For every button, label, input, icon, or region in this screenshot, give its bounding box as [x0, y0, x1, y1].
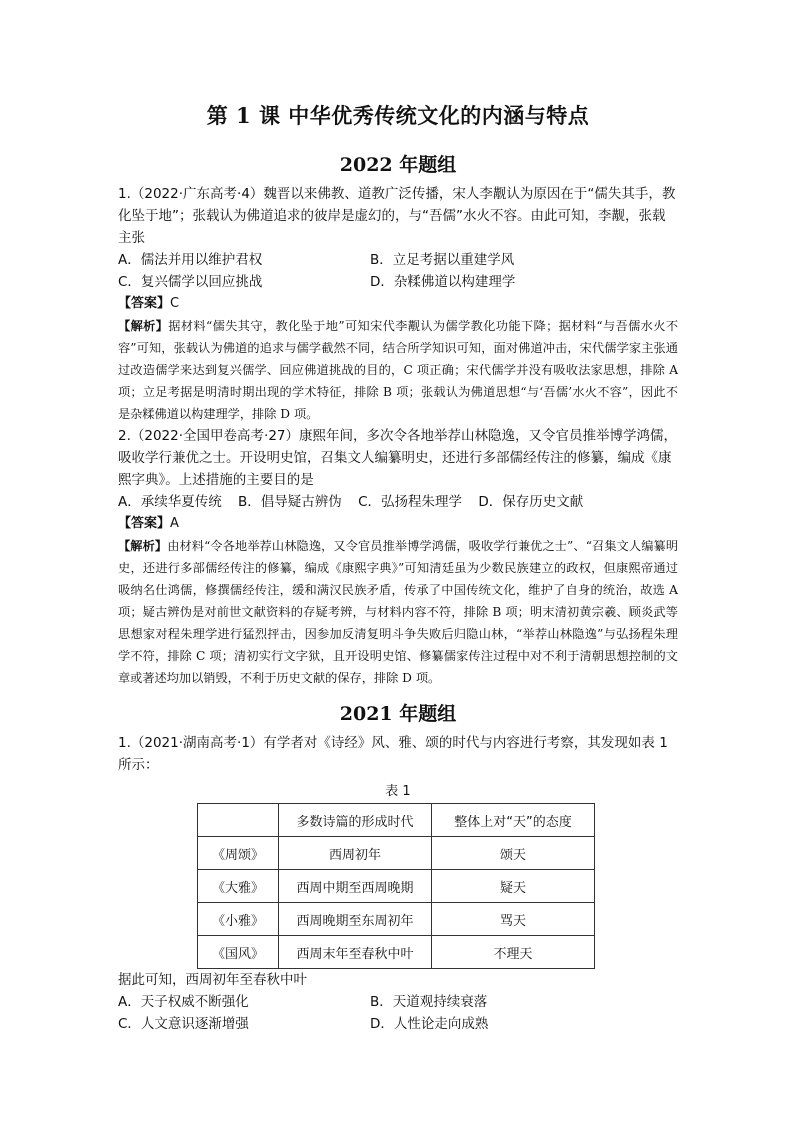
options [118, 491, 678, 513]
question-stem: 1.（2021·湖南高考·1）有学者对《诗经》风、雅、颂的时代与内容进行考察，其发现如表 1 所示： [118, 735, 668, 773]
answer-label: 【答案】 [118, 516, 171, 531]
option-d: D．杂糅佛道以构建理学 [370, 274, 516, 290]
option-c: C．人文意识逐渐增强 [118, 1016, 249, 1032]
answer-label: 【答案】 [118, 296, 171, 311]
analysis [118, 315, 678, 425]
table-cell: 《大雅》 [198, 870, 279, 903]
question-stem: 2.（2022·全国甲卷高考·27）康熙年间，多次令各地举荐山林隐逸，又令官员推举博学鸿儒，吸收学行兼优之士。开设明史馆，召集文人编纂明史，还进行多部儒经传注的修纂，编成《康熙字典》。上述措施的主要目的是 [118, 428, 677, 488]
table-header-row [198, 804, 595, 837]
answer-value: C [170, 296, 180, 311]
analysis-label: 【解析】 [118, 539, 168, 553]
option-b: B．倡导疑古辨伪 [238, 494, 342, 510]
table-header: 多数诗篇的形成时代 [279, 804, 432, 837]
option-a: A．天子权威不断强化 [118, 994, 249, 1010]
table-caption: 表 1 [385, 784, 411, 799]
group-2022-heading: 2022 年题组 [339, 154, 457, 176]
option-b: B．立足考据以重建学风 [370, 252, 515, 268]
answer-value: A [170, 516, 179, 531]
option-d: D．保存历史文献 [478, 494, 584, 510]
table-cell: 颂天 [432, 837, 595, 870]
table-cell: 骂天 [432, 903, 595, 936]
answer-line [118, 513, 678, 535]
question-2022-1 [118, 183, 678, 425]
option-c: C．弘扬程朱理学 [358, 494, 463, 510]
table-header [198, 804, 279, 837]
table-header: 整体上对“天”的态度 [432, 804, 595, 837]
option-a: A．儒法并用以维护君权 [118, 252, 263, 268]
data-table [197, 803, 595, 969]
question-2021-1 [118, 732, 678, 1035]
question-2022-2 [118, 425, 678, 689]
option-d: D．人性论走向成熟 [370, 1016, 489, 1032]
table-cell: 《小雅》 [198, 903, 279, 936]
page-title: 第 1 课 中华优秀传统文化的内涵与特点 [206, 103, 590, 128]
table-row [198, 936, 595, 969]
table-cell: 西周晚期至东周初年 [279, 903, 432, 936]
option-c: C．复兴儒学以回应挑战 [118, 274, 263, 290]
table-row [198, 837, 595, 870]
options [118, 991, 678, 1035]
analysis [118, 535, 678, 689]
analysis-text: 据材料“儒失其守，教化坠于地”可知宋代李觏认为儒学教化功能下降；据材料“与吾儒水火不容”可知，张载认为佛道的追求与儒学截然不同，结合所学知识可知，面对佛道冲击，宋代儒学家主张通过改造儒学来达到复兴儒学、回应佛道挑战的目的，C 项正确；宋代儒学并没有吸收法家思想，排除 A 项；立足考据是明清时期出现的学术特征，排除 B 项；张载认为佛道思想“与‘吾儒’水火不容”，因此不是杂糅佛道以构建理学，排除 D 项。 [118, 319, 679, 421]
table-row [198, 870, 595, 903]
table-cell: 西周初年 [279, 837, 432, 870]
group-2021-heading: 2021 年题组 [339, 703, 457, 725]
table-row [198, 903, 595, 936]
table-cell: 西周末年至春秋中叶 [279, 936, 432, 969]
answer-line [118, 293, 678, 315]
option-b: B．天道观持续衰落 [370, 994, 488, 1010]
table-cell: 《国风》 [198, 936, 279, 969]
document-page [118, 100, 678, 1035]
options [118, 249, 678, 293]
table-cell: 疑天 [432, 870, 595, 903]
analysis-label: 【解析】 [118, 319, 169, 333]
table-cell: 不理天 [432, 936, 595, 969]
table-cell: 西周中期至西周晚期 [279, 870, 432, 903]
analysis-text: 由材料“令各地举荐山林隐逸，又令官员推举博学鸿儒，吸收学行兼优之士”、“召集文人编纂明史，还进行多部儒经传注的修纂，编成《康熙字典》”可知清廷虽为少数民族建立的政权，但康熙帝通过吸纳名仕鸿儒，修撰儒经传注，缓和满汉民族矛盾，传承了中国传统文化，维护了自身的统治，故选 A 项；疑古辨伪是对前世文献资料的存疑考辨，与材料内容不符，排除 B 项；明末清初黄宗羲、顾炎武等思想家对程朱理学进行猛烈抨击，因参加反清复明斗争失败后归隐山林，“举荐山林隐逸”与弘扬程朱理学不符，排除 C 项；清初实行文字狱，且开设明史馆、修纂儒家传注过程中对不利于清朝思想控制的文章或著述均加以销毁，不利于历史文献的保存，排除 D 项。 [118, 539, 679, 685]
option-a: A．承续华夏传统 [118, 494, 222, 510]
table-cell: 《周颂》 [198, 837, 279, 870]
question-follow: 据此可知，西周初年至春秋中叶 [118, 972, 307, 988]
question-stem: 1.（2022·广东高考·4）魏晋以来佛教、道教广泛传播，宋人李觏认为原因在于“儒失其手，教化坠于地”；张载认为佛道追求的彼岸是虚幻的，与“吾儒”水火不容。由此可知，李觏，张载主张 [118, 186, 676, 246]
